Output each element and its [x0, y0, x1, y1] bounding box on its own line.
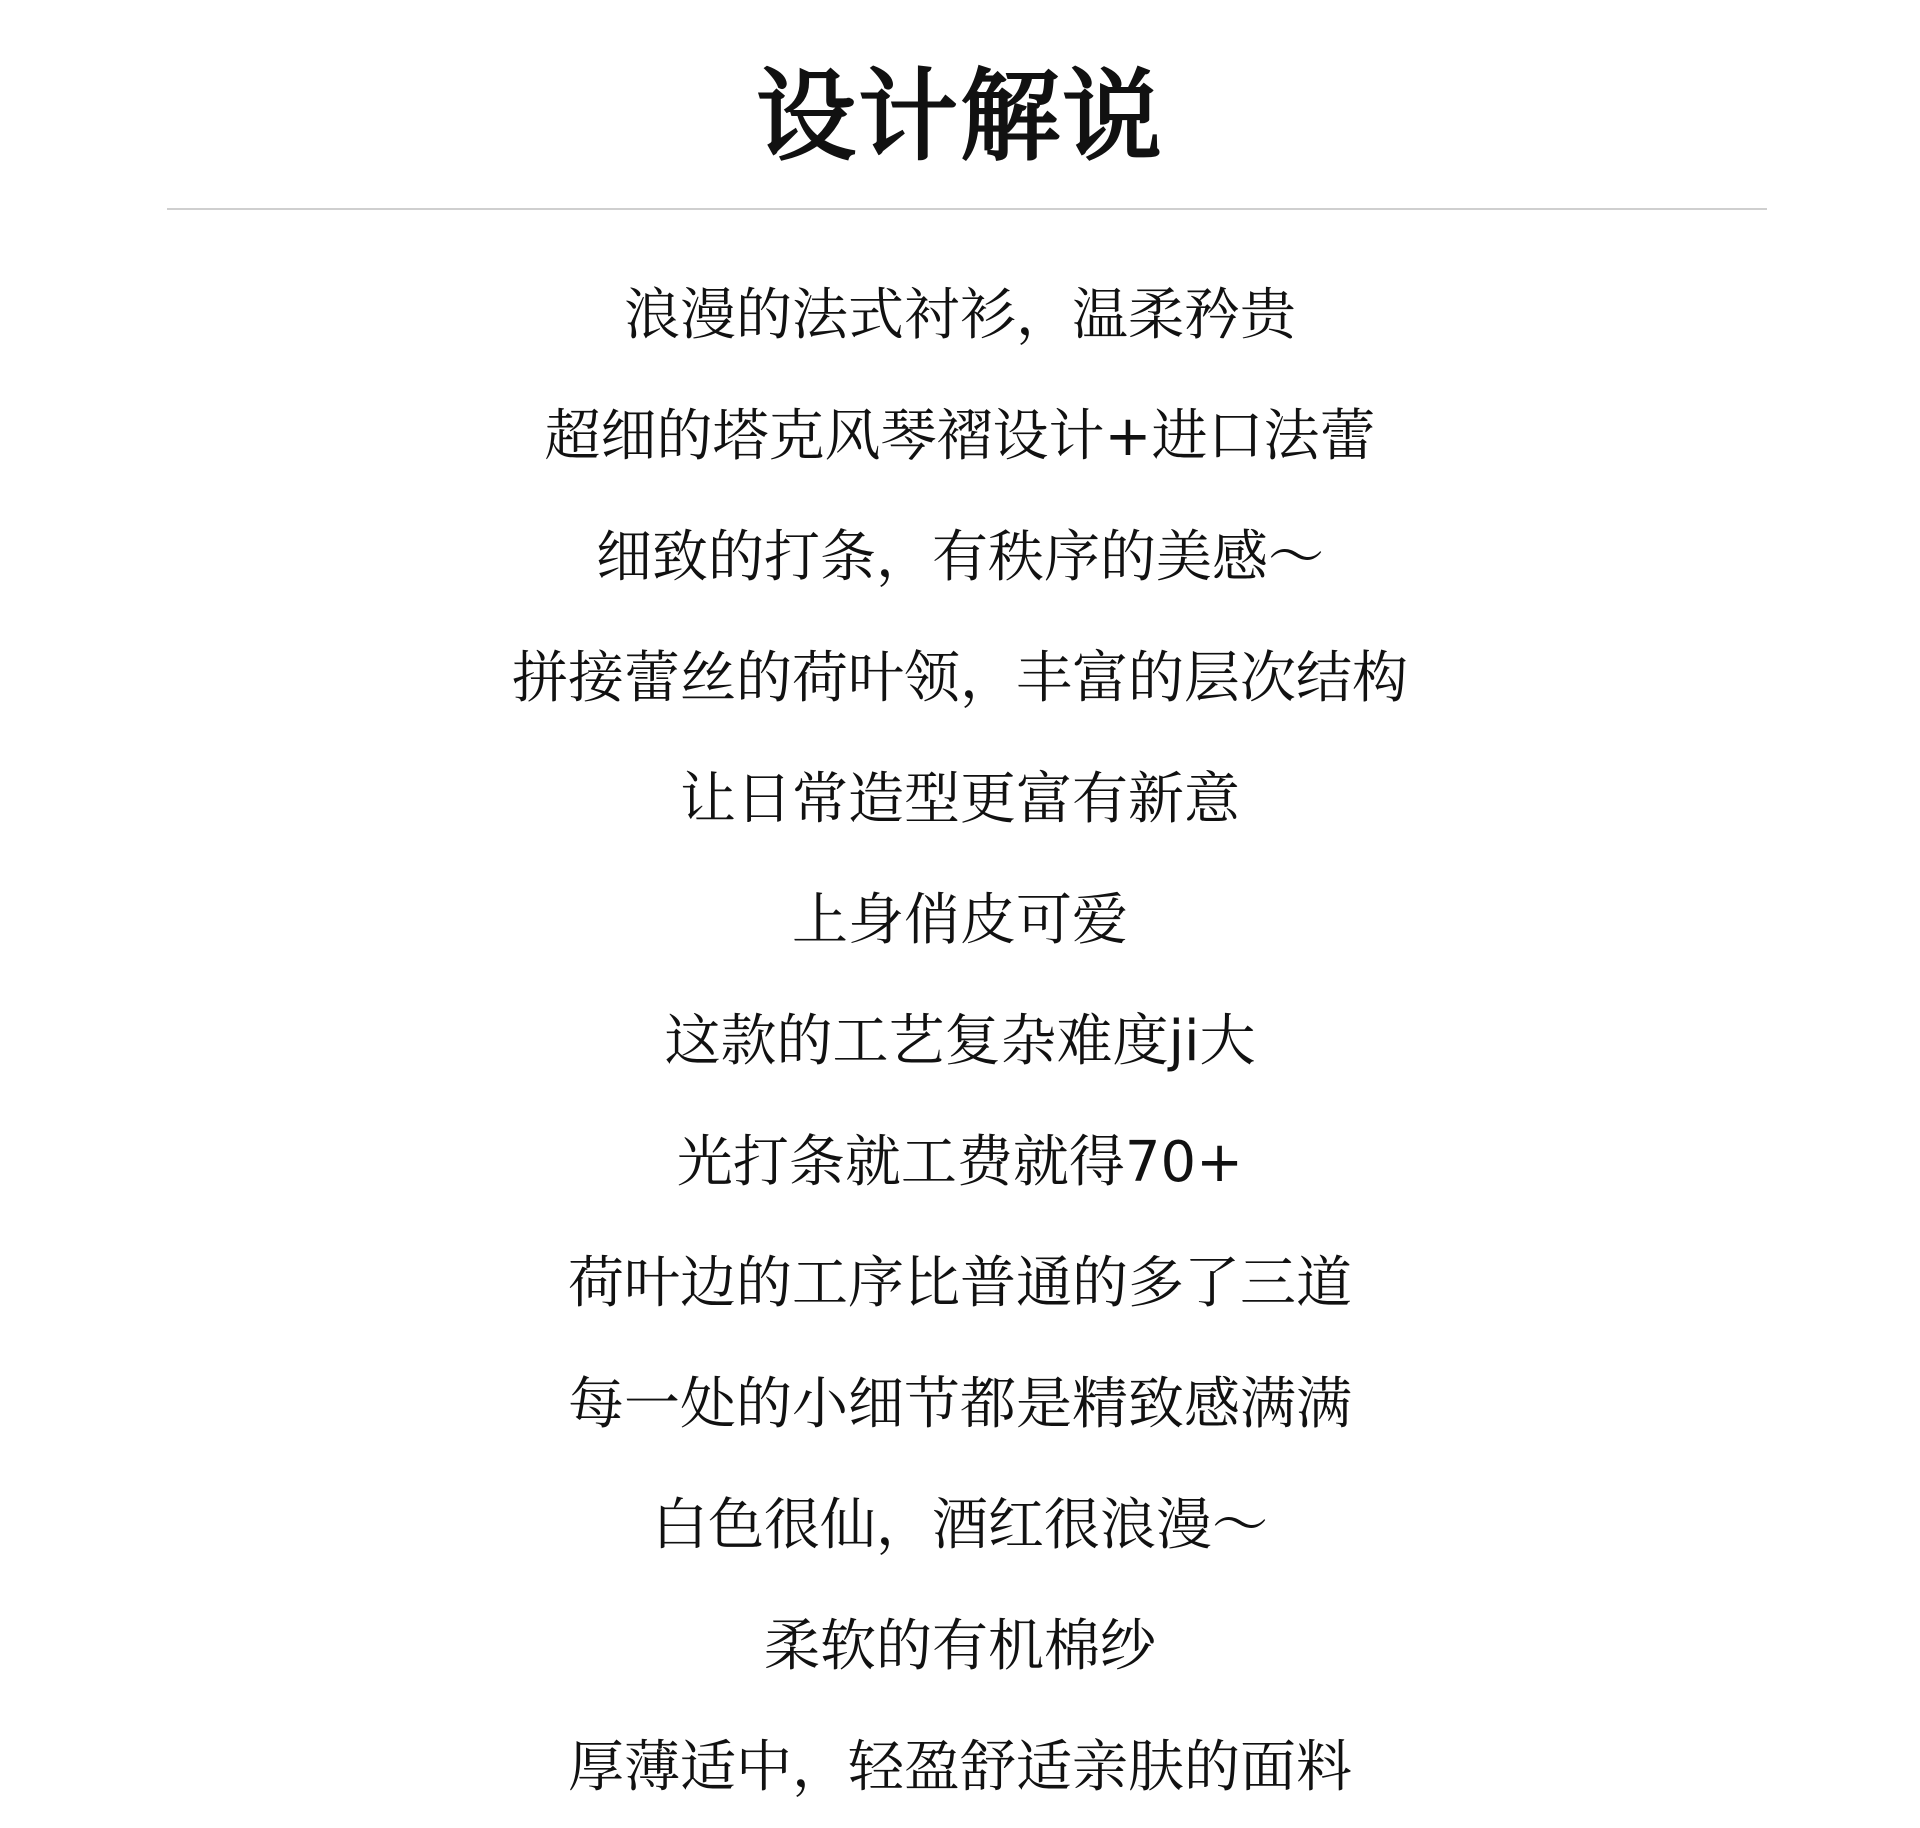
description-line: 白色很仙，酒红很浪漫～ [652, 1493, 1268, 1558]
title-divider [167, 208, 1767, 210]
description-line: 浪漫的法式衬衫，温柔矜贵 [624, 283, 1296, 348]
description-line: 荷叶边的工序比普通的多了三道 [568, 1251, 1352, 1316]
description-line: 上身俏皮可爱 [792, 888, 1128, 953]
description-line: 细致的打条，有秩序的美感～ [596, 525, 1324, 590]
description-line: 这款的工艺复杂难度ji大 [664, 1009, 1256, 1074]
description-lines [0, 255, 1920, 1828]
description-line: 柔软的有机棉纱 [764, 1614, 1156, 1679]
description-line: 让日常造型更富有新意 [680, 767, 1240, 832]
page-title: 设计解说 [756, 58, 1164, 175]
description-line: 超细的塔克风琴褶设计+进口法蕾 [544, 404, 1376, 469]
description-line: 厚薄适中，轻盈舒适亲肤的面料 [568, 1735, 1352, 1800]
description-line: 每一处的小细节都是精致感满满 [568, 1372, 1352, 1437]
description-line: 拼接蕾丝的荷叶领，丰富的层次结构 [512, 646, 1408, 711]
description-line: 光打条就工费就得70+ [676, 1130, 1244, 1195]
